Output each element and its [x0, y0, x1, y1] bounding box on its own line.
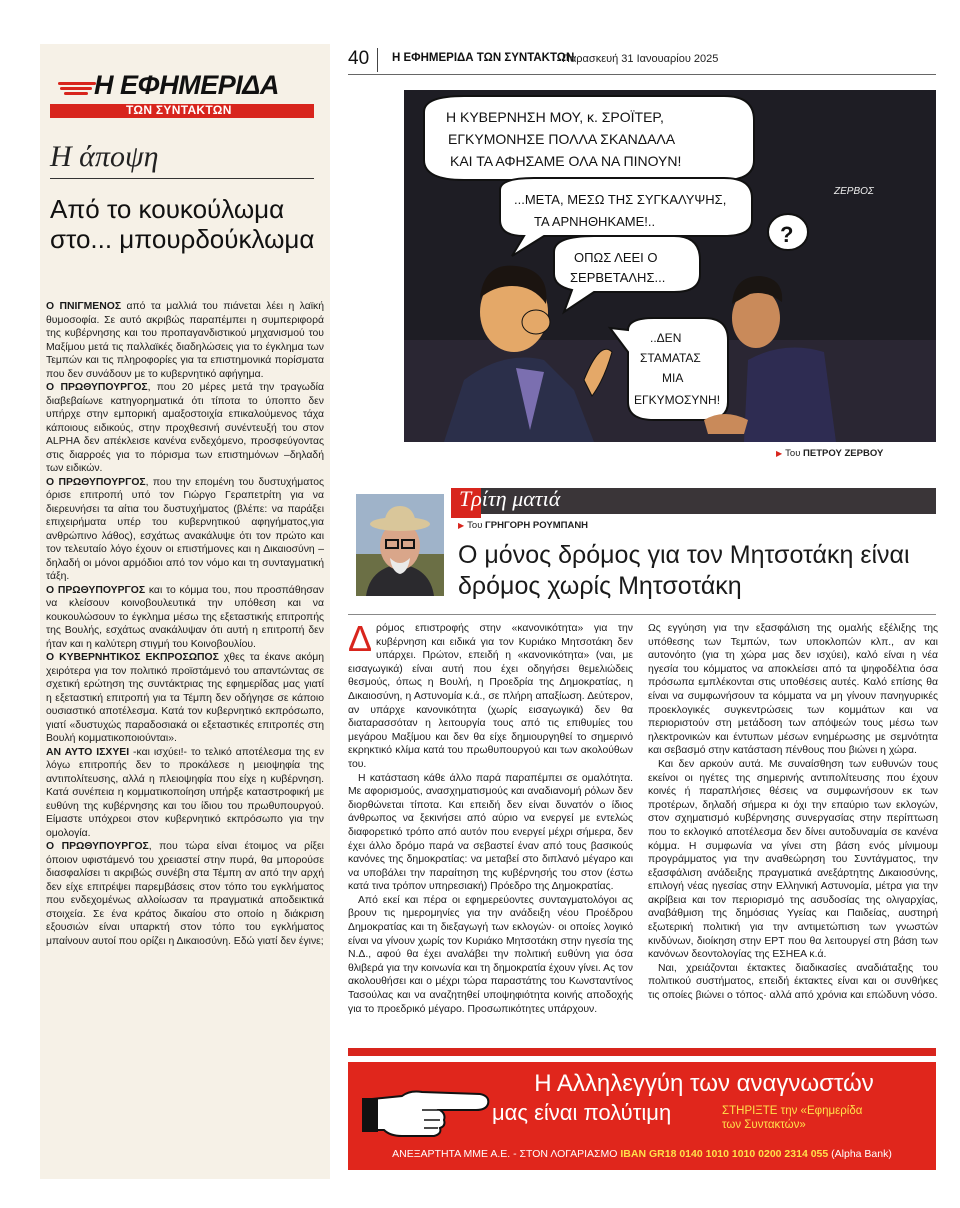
- bubble3-line1: ΟΠΩΣ ΛΕΕΙ Ο: [574, 250, 658, 265]
- page-number: 40: [348, 48, 370, 69]
- article-paragraph: Η κατάσταση κάθε άλλο παρά παραπέμπει σε ομαλότητα. Με αφορισμούς, ανασχηματισμούς και αναδιανομή ρόλων δεν διορθώνεται τίποτα. Και επειδή δεν είναι δυνατόν ο ίδιος άνθρωπος να ξεκινήσει από αύριο να ενεργεί με εντελώς διαφορετικό τρόπο από αυτόν που ενεργεί μέχρι σήμερα, δεν έχει άλλο δρόμο παρά να σεβαστεί έναν από τους βασικούς κανόνες της δημοκρατίας: να μεταβεί στο διπλανό μέγαρο και να υποβάλει την παραίτηση της κυβέρνησής του στον (έστω κατά τινα τρόπον υπηρεσιακή) Πρόεδρο της Δημοκρατίας.: [348, 772, 633, 893]
- opinion-body: [46, 300, 324, 948]
- paragraph-lead: Ο ΠΡΩΘΥΠΟΥΡΓΟΣ: [46, 476, 146, 488]
- article-paragraph: Και δεν αρκούν αυτά. Με συναίσθηση των ευθυνών τους εκείνοι οι ηγέτες της σημερινής αντιπολίτευσης που έχουν κοινές ή παραπλήσιες θέσεις να συμφωνήσουν εκ των προτέρων, δηλαδή σήμερα κι όχι την επαύριο των εκλογών, στον σχηματισμό κυβέρνησης συνεργασίας στην περίπτωση που το εκλογικό αποτέλεσμα δεν δίνει αυτοδυναμία σε κανένα κόμμα. Η συμφωνία να γίνει στη βάση ενός μίνιμουμ προγράμματος για την αναθεώρηση του Συντάγματος, την εξασφάλιση ανάδειξης πραγματικά ανεξάρτητης Δικαιοσύνης, επιλογή νέας ηγεσίας στην Ελληνική Αστυνομία, μέτρα για την ακρίβεια και τον περιορισμό της ασυδοσίας της ολιγαρχίας, αναβάθμιση της δημόσιας Υγείας και Παιδείας, αυστηρή εξωτερική πολιτική για την αντιμετώπιση των γνωστών κινδύνων, διοίκηση στην ΕΡΤ που θα λειτουργεί στη βάση των κανόνων δεοντολογίας της ΕΣΗΕΑ κ.ά.: [648, 758, 938, 961]
- bubble4-line1: ..ΔΕΝ: [650, 331, 682, 345]
- political-cartoon: [404, 90, 936, 442]
- opinion-paragraph: Ο ΠΡΩΘΥΠΟΥΡΓΟΣ, που τώρα είναι έτοιμος να ρίξει όποιον υφιστάμενό του χρειαστεί στην πυρά, θα μπορούσε διασφαλίσει τι ακριβώς συνέβη στα Τέμπη αν από την αρχή δεν είχε επιτρέψει παρεμβάσεις στον τόπο του εγκλήματος που ενδεχομένως αλλοίωσαν τα πραγματικά αποδεικτικά στοιχεία. Σε ένα κράτος δικαίου στο οποίο η διάκριση εξουσιών είναι υπαρκτή στον τόπο του εγκλήματος μπαίνουν αυτοί που ορίζει η Δικαιοσύνη. Εδώ γιατί δεν έγινε;: [46, 841, 324, 947]
- divider: [377, 48, 378, 72]
- bubble4-line4: ΕΓΚΥΜΟΣΥΝΗ!: [634, 393, 721, 407]
- bubble2-line2: ΤΑ ΑΡΝΗΘΗΚΑΜΕ!..: [534, 214, 656, 229]
- article-headline: Ο μόνος δρόμος για τον Μητσοτάκη είναι δρόμος χωρίς Μητσοτάκη: [458, 541, 910, 600]
- bubble4-line2: ΣΤΑΜΑΤΑΣ: [640, 351, 701, 365]
- article-column-1: [348, 618, 633, 1016]
- article-paragraph: Δρόμος επιστροφής στην «κανονικότητα» για την κυβέρνηση και ειδικά για τον Κυριάκο Μητσοτάκη δεν υπάρχει. Πρώτον, επειδή η «κανονικότητα» (ναι, με εισαγωγικά) είναι αυτή που έχει οδηγήσει θεμελιώδεις θεσμούς, όπως η Βουλή, η Προεδρία της Δημοκρατίας, η Δικαιοσύνη, η Αστυνομία κ.ά., σε πλήρη απαξίωση. Δεύτερον, αν υπάρχε κανονικότητα (χωρίς εισαγωγικά) δεν θα διαταρασσόταν η λειτουργία τους από τις επιθυμίες του μεγάρου Μαξίμου και δεν θα είχε δημιουργηθεί το σημερινό εκρηκτικό κλίμα κατά του πρωθυπουργού και των ακολούθων του.: [348, 618, 633, 770]
- triangle-icon: ▶: [458, 521, 465, 530]
- byline-name: ΓΡΗΓΟΡΗ ΡΟΥΜΠΑΝΗ: [485, 520, 589, 531]
- cartoon-illustration: [404, 90, 936, 442]
- divider: [348, 74, 936, 75]
- bubble1-line2: ΕΓΚΥΜΟΝΗΣΕ ΠΟΛΛΑ ΣΚΑΝΔΑΛΑ: [448, 131, 676, 147]
- ad-support: ΣΤΗΡΙΞΤΕ την «Εφημερίδα των Συντακτών»: [722, 1105, 863, 1131]
- opinion-paragraph: Ο ΠΡΩΘΥΠΟΥΡΓΟΣ, που 20 μέρες μετά την τραγωδία διαβεβαίωνε κατηγορηματικά ότι τίποτα το ύποπτο δεν υπήρχε στην εμπορική αμαξοστοιχία επικαλούμενος τάχα κάποιους ειδικούς, στην προχθεσινή συνέντευξή του στον ALPHA δεν απέκλεισε κανένα ενδεχόμενο, προσφεύγοντας στις διαρροές για το πόρισμα των επιστημόνων –δηλαδή των ειδικών.: [46, 382, 324, 474]
- brand-logo: [46, 70, 324, 140]
- opinion-paragraph: ΑΝ ΑΥΤΟ ΙΣΧΥΕΙ -και ισχύει!- το τελικό αποτέλεσμα της εν λόγω επιτροπής δεν το προκάλεσε η μειοψηφία της αντιπολίτευσης, αλλά η πλειοψηφία που είχε η κυβέρνηση. Κατά συνέπεια η κομματικοποίηση υπήρξε καταστροφική με ευθύνη της κυβέρνησης και του ίδιου του πρωθυπουργού. Είμαστε υπόχρεοι στον κυβερνητικό εκπρόσωπο για την ομολογία.: [46, 746, 324, 839]
- cartoon-signature: ΖΕΡΒΟΣ: [834, 186, 874, 197]
- paragraph-lead: Ο ΠΡΩΘΥΠΟΥΡΓΟΣ: [46, 382, 148, 393]
- drop-cap: Δ: [348, 618, 373, 659]
- section-title: Τρίτη ματιά: [459, 486, 561, 511]
- byline: [458, 520, 588, 531]
- opinion-column: [40, 44, 330, 1179]
- brand-name: Η ΕΦΗΜΕΡΙΔΑ: [94, 70, 279, 100]
- bubble3-line2: ΣΕΡΒΕΤΑΛΗΣ...: [570, 270, 666, 285]
- opinion-paragraph: Ο ΠΡΩΘΥΠΟΥΡΓΟΣ και το κόμμα του, που προσπάθησαν να κλείσουν κοινοβουλευτικά την υπόθεση και να κουκουλώσουν το έγκλημα μέσω της εξεταστικής επιτροπής της Βουλής, εσχάτως ανακάλυψαν ότι αυτή η επιτροπή δεν ήταν και η καλύτερη στιγμή του Κοινοβουλίου.: [46, 584, 324, 650]
- opinion-paragraph: Ο ΠΝΙΓΜΕΝΟΣ από τα μαλλιά του πιάνεται λέει η λαϊκή θυμοσοφία. Σε αυτό ακριβώς παραπέμπει η συμπεριφορά της κυβέρνησης και του προπαγανδιστικού μηχανισμού του Μαξίμου μετά τις παλλαϊκές διαδηλώσεις για το έγκλημα των Τεμπών και τις πληροφορίες για τα επιστημονικά πορίσματα που δεν συνάδουν με το κυβερνητικό αφήγημα.: [46, 301, 324, 380]
- opinion-paragraph: Ο ΚΥΒΕΡΝΗΤΙΚΟΣ ΕΚΠΡΟΣΩΠΟΣ χθες τα έκανε ακόμη χειρότερα για τον πολιτικό προϊστάμενό του απαντώντας σε σχετική ερώτηση της συντάκτριας της εφημερίδας μας γιατί η εξεταστική επιτροπή για τα Τέμπη δεν οδήγησε σε κάποιο ουσιαστικό αποτέλεσμα. Κατά τον κυβερνητικό εκπρόσωπο, γιατί «δυστυχώς παραδοσιακά οι εξεταστικές επιτροπές στη Βουλή κομματικοποιούνται».: [46, 652, 324, 744]
- divider: [348, 614, 936, 615]
- ad-subheadline: μας είναι πολύτιμη: [492, 1100, 672, 1125]
- credit-name: ΠΕΤΡΟΥ ΖΕΡΒΟΥ: [803, 448, 884, 459]
- paragraph-lead: Ο ΠΝΙΓΜΕΝΟΣ: [46, 301, 122, 312]
- paper-name: Η ΕΦΗΜΕΡΙΔΑ ΤΩΝ ΣΥΝΤΑΚΤΩΝ: [392, 52, 575, 64]
- article-paragraph: Από εκεί και πέρα οι εφημερεύοντες συνταγματολόγοι ας βρουν τις ημερομηνίες για την ανάδειξη νέου Προέδρου Δημοκρατίας και τη διεξαγωγή των εκλογών· οι οποίες λογικό είναι να γίνουν χωρίς τον Κυριάκο Μητσοτάκη στην ηγεσία της Ν.Δ., αφού θα έχει αναλάβει την πολιτική ευθύνη για όσα θλιβερά για την κοινωνία και τη δημοκρατία έχουν γίνει. Ας τον ακολουθήσει και ο μέχρι τώρα παραστάτης του Κωνσταντίνος Τασούλας και να αναζητηθεί υποψηφιότητα κοινής αποδοχής για το προεδρικό μέγαρο. Προσωπικότητες υπάρχουν.: [348, 894, 633, 1015]
- bubble2-line1: ...ΜΕΤΑ, ΜΕΣΩ ΤΗΣ ΣΥΓΚΑΛΥΨΗΣ,: [514, 192, 727, 207]
- solidarity-ad: [348, 1062, 936, 1170]
- bubble1-line3: ΚΑΙ ΤΑ ΑΦΗΣΑΜΕ ΟΛΑ ΝΑ ΠΙΝΟΥΝ!: [450, 153, 682, 169]
- article-column-2: [648, 622, 938, 1003]
- opinion-paragraph: Ο ΠΡΩΘΥΠΟΥΡΓΟΣ, που την επομένη του δυστυχήματος όρισε επιτροπή υπό τον Γιώργο Γεραπετρίτη για να διερευνήσει τα αίτια του δυστυχήματος (βλέπε: να παράξει επιχειρήματα υπέρ του κυβερνητικού αφηγήματος,για ανθρώπινο λάθος), εσχάτως ανακάλυψε ότι τον πρώτο και τον τελευταίο λόγο έχουν οι επιστήμονες και η Δικαιοσύνη –δηλαδή οι μόνοι αρμόδιοι από τον νόμο και τη συνταγματική τάξη.: [46, 476, 324, 582]
- paragraph-lead: Ο ΠΡΩΘΥΠΟΥΡΓΟΣ: [46, 841, 149, 852]
- opinion-title: Από το κουκούλωμα στο... μπουρδούκλωμα: [50, 194, 315, 254]
- cartoon-credit: [776, 448, 883, 459]
- question-mark: ?: [780, 222, 794, 247]
- bank-name: (Alpha Bank): [831, 1148, 892, 1160]
- article-paragraph: Ως εγγύηση για την εξασφάλιση της ομαλής εξέλιξης της υπόθεσης των Τεμπών, των υποκλοπών κλπ., αν και αυτονόητο (για τη χώρα μας δεν ισχύει), καλό είναι η νέα ηγεσία του κόμματος να αποκλείσει από τα ψηφοδέλτια όσα πρόσωπα εμπλέκονται στις υποθέσεις αυτές. Καλό επίσης θα είναι να συμφωνήσουν τα κόμματα να μη γίνουν πανηγυρικές προεκλογικές συγκεντρώσεις των κομμάτων και να περιοριστούν στη μετάδοση των απόψεών τους μέσω των ηλεκτρονικών και έντυπων μέσων ενημέρωσης με σεμνότητα και σεβασμό στην κατάσταση πένθους που βιώνει η χώρα.: [648, 623, 938, 757]
- byline-prefix: Του: [467, 520, 483, 531]
- iban-number: GR18 0140 1010 1010 0200 2314 055: [648, 1148, 829, 1160]
- account-prefix: ΑΝΕΞΑΡΤΗΤΑ ΜΜΕ Α.Ε. - ΣΤΟΝ ΛΟΓΑΡΙΑΣΜΟ: [392, 1148, 618, 1160]
- triangle-icon: ▶: [776, 449, 783, 458]
- paragraph-lead: ΑΝ ΑΥΤΟ ΙΣΧΥΕΙ: [46, 746, 130, 758]
- brand-stripes-icon: [54, 82, 96, 98]
- pointing-hand-icon: [362, 1076, 492, 1142]
- paragraph-lead: Ο ΚΥΒΕΡΝΗΤΙΚΟΣ ΕΚΠΡΟΣΩΠΟΣ: [46, 652, 219, 663]
- section-label: Η άποψη: [50, 140, 159, 173]
- iban-label: IBAN: [620, 1148, 647, 1160]
- article-paragraph: Ναι, χρειάζονται έκτακτες διαδικασίες αναδιάταξης του πολιτικού συστήματος, επειδή έκτακτες είναι και οι συνθήκες τις οποίες βιώνει ο τόπος· αλλά από χρόνια και επώδυνη νόσο.: [648, 962, 938, 1002]
- divider: [50, 178, 314, 179]
- issue-date: Παρασκευή 31 Ιανουαρίου 2025: [562, 53, 719, 65]
- paragraph-lead: Ο ΠΡΩΘΥΠΟΥΡΓΟΣ: [46, 584, 146, 596]
- credit-prefix: Του: [785, 448, 801, 459]
- ad-headline: Η Αλληλεγγύη των αναγνωστών: [534, 1070, 874, 1097]
- bubble4-line3: ΜΙΑ: [662, 371, 684, 385]
- brand-subtitle: ΤΩΝ ΣΥΝΤΑΚΤΩΝ: [126, 103, 232, 117]
- ad-divider: [348, 1048, 936, 1056]
- ad-account: [358, 1148, 926, 1160]
- bubble1-line1: Η ΚΥΒΕΡΝΗΣΗ ΜΟΥ, κ. ΣΡΟΪΤΕΡ,: [446, 109, 664, 125]
- author-photo: [356, 494, 444, 596]
